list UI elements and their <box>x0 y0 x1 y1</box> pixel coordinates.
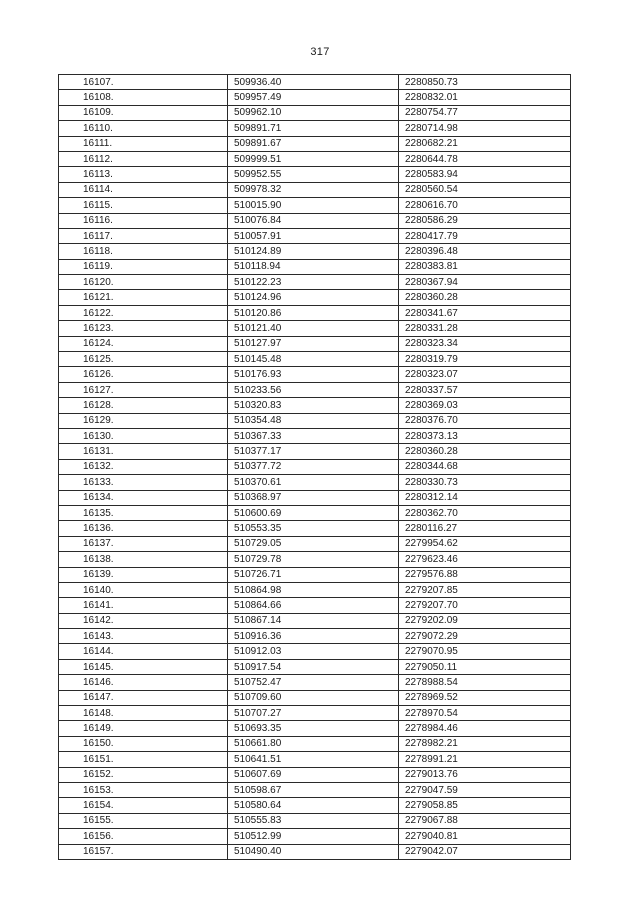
y-coordinate-cell: 2279047.59 <box>399 782 571 797</box>
point-number-cell: 16111. <box>59 136 228 151</box>
table-row <box>59 259 571 274</box>
point-number-cell: 16132. <box>59 459 228 474</box>
y-coordinate-cell: 2280331.28 <box>399 321 571 336</box>
table-row <box>59 521 571 536</box>
x-coordinate-cell: 510118.94 <box>228 259 399 274</box>
x-coordinate-cell: 509936.40 <box>228 75 399 90</box>
point-number-cell: 16141. <box>59 598 228 613</box>
x-coordinate-cell: 509957.49 <box>228 90 399 105</box>
x-coordinate-cell: 510864.66 <box>228 598 399 613</box>
point-number-cell: 16117. <box>59 228 228 243</box>
x-coordinate-cell: 510368.97 <box>228 490 399 505</box>
x-coordinate-cell: 510661.80 <box>228 736 399 751</box>
table-row <box>59 382 571 397</box>
table-row <box>59 706 571 721</box>
y-coordinate-cell: 2280362.70 <box>399 505 571 520</box>
x-coordinate-cell: 510709.60 <box>228 690 399 705</box>
table-row <box>59 567 571 582</box>
point-number-cell: 16151. <box>59 752 228 767</box>
x-coordinate-cell: 510553.35 <box>228 521 399 536</box>
point-number-cell: 16152. <box>59 767 228 782</box>
table-row <box>59 690 571 705</box>
coordinates-table <box>58 74 571 860</box>
y-coordinate-cell: 2280560.54 <box>399 182 571 197</box>
y-coordinate-cell: 2279207.70 <box>399 598 571 613</box>
y-coordinate-cell: 2279042.07 <box>399 844 571 859</box>
table-row <box>59 829 571 844</box>
x-coordinate-cell: 510124.96 <box>228 290 399 305</box>
x-coordinate-cell: 510367.33 <box>228 428 399 443</box>
table-row <box>59 598 571 613</box>
point-number-cell: 16130. <box>59 428 228 443</box>
y-coordinate-cell: 2279058.85 <box>399 798 571 813</box>
point-number-cell: 16109. <box>59 105 228 120</box>
point-number-cell: 16107. <box>59 75 228 90</box>
point-number-cell: 16156. <box>59 829 228 844</box>
table-row <box>59 90 571 105</box>
table-row <box>59 321 571 336</box>
table-row <box>59 136 571 151</box>
y-coordinate-cell: 2280417.79 <box>399 228 571 243</box>
x-coordinate-cell: 510124.89 <box>228 244 399 259</box>
x-coordinate-cell: 510912.03 <box>228 644 399 659</box>
y-coordinate-cell: 2279623.46 <box>399 552 571 567</box>
y-coordinate-cell: 2280373.13 <box>399 428 571 443</box>
y-coordinate-cell: 2279050.11 <box>399 659 571 674</box>
y-coordinate-cell: 2280682.21 <box>399 136 571 151</box>
y-coordinate-cell: 2278969.52 <box>399 690 571 705</box>
y-coordinate-cell: 2278982.21 <box>399 736 571 751</box>
table-row <box>59 244 571 259</box>
point-number-cell: 16129. <box>59 413 228 428</box>
y-coordinate-cell: 2280360.28 <box>399 444 571 459</box>
y-coordinate-cell: 2280341.67 <box>399 305 571 320</box>
table-row <box>59 428 571 443</box>
point-number-cell: 16126. <box>59 367 228 382</box>
y-coordinate-cell: 2279067.88 <box>399 813 571 828</box>
point-number-cell: 16116. <box>59 213 228 228</box>
point-number-cell: 16125. <box>59 352 228 367</box>
y-coordinate-cell: 2280754.77 <box>399 105 571 120</box>
table-row <box>59 659 571 674</box>
x-coordinate-cell: 510607.69 <box>228 767 399 782</box>
y-coordinate-cell: 2280360.28 <box>399 290 571 305</box>
table-row <box>59 736 571 751</box>
x-coordinate-cell: 510598.67 <box>228 782 399 797</box>
y-coordinate-cell: 2280330.73 <box>399 475 571 490</box>
point-number-cell: 16134. <box>59 490 228 505</box>
x-coordinate-cell: 510641.51 <box>228 752 399 767</box>
table-row <box>59 767 571 782</box>
point-number-cell: 16121. <box>59 290 228 305</box>
x-coordinate-cell: 510145.48 <box>228 352 399 367</box>
table-row <box>59 613 571 628</box>
table-row <box>59 844 571 859</box>
x-coordinate-cell: 509891.67 <box>228 136 399 151</box>
y-coordinate-cell: 2280337.57 <box>399 382 571 397</box>
point-number-cell: 16131. <box>59 444 228 459</box>
point-number-cell: 16142. <box>59 613 228 628</box>
y-coordinate-cell: 2280116.27 <box>399 521 571 536</box>
table-row <box>59 459 571 474</box>
table-row <box>59 121 571 136</box>
point-number-cell: 16135. <box>59 505 228 520</box>
x-coordinate-cell: 510512.99 <box>228 829 399 844</box>
x-coordinate-cell: 510726.71 <box>228 567 399 582</box>
point-number-cell: 16118. <box>59 244 228 259</box>
table-row <box>59 336 571 351</box>
point-number-cell: 16140. <box>59 582 228 597</box>
x-coordinate-cell: 510127.97 <box>228 336 399 351</box>
y-coordinate-cell: 2280376.70 <box>399 413 571 428</box>
table-row <box>59 782 571 797</box>
point-number-cell: 16154. <box>59 798 228 813</box>
y-coordinate-cell: 2280644.78 <box>399 151 571 166</box>
x-coordinate-cell: 509999.51 <box>228 151 399 166</box>
y-coordinate-cell: 2280616.70 <box>399 198 571 213</box>
point-number-cell: 16133. <box>59 475 228 490</box>
table-row <box>59 290 571 305</box>
x-coordinate-cell: 510729.05 <box>228 536 399 551</box>
table-row <box>59 505 571 520</box>
table-row <box>59 398 571 413</box>
table-row <box>59 752 571 767</box>
y-coordinate-cell: 2279072.29 <box>399 629 571 644</box>
table-row <box>59 813 571 828</box>
point-number-cell: 16150. <box>59 736 228 751</box>
point-number-cell: 16149. <box>59 721 228 736</box>
x-coordinate-cell: 509952.55 <box>228 167 399 182</box>
y-coordinate-cell: 2280832.01 <box>399 90 571 105</box>
coordinates-table-body <box>59 75 571 860</box>
table-row <box>59 475 571 490</box>
x-coordinate-cell: 510729.78 <box>228 552 399 567</box>
x-coordinate-cell: 510916.36 <box>228 629 399 644</box>
y-coordinate-cell: 2280850.73 <box>399 75 571 90</box>
y-coordinate-cell: 2279954.62 <box>399 536 571 551</box>
x-coordinate-cell: 510600.69 <box>228 505 399 520</box>
point-number-cell: 16110. <box>59 121 228 136</box>
table-row <box>59 105 571 120</box>
x-coordinate-cell: 510015.90 <box>228 198 399 213</box>
point-number-cell: 16123. <box>59 321 228 336</box>
table-row <box>59 552 571 567</box>
table-row <box>59 582 571 597</box>
point-number-cell: 16120. <box>59 275 228 290</box>
table-row <box>59 182 571 197</box>
point-number-cell: 16127. <box>59 382 228 397</box>
point-number-cell: 16147. <box>59 690 228 705</box>
x-coordinate-cell: 509978.32 <box>228 182 399 197</box>
y-coordinate-cell: 2278970.54 <box>399 706 571 721</box>
x-coordinate-cell: 510867.14 <box>228 613 399 628</box>
table-row <box>59 75 571 90</box>
x-coordinate-cell: 510917.54 <box>228 659 399 674</box>
point-number-cell: 16144. <box>59 644 228 659</box>
y-coordinate-cell: 2279013.76 <box>399 767 571 782</box>
x-coordinate-cell: 510076.84 <box>228 213 399 228</box>
point-number-cell: 16119. <box>59 259 228 274</box>
y-coordinate-cell: 2280714.98 <box>399 121 571 136</box>
y-coordinate-cell: 2280586.29 <box>399 213 571 228</box>
x-coordinate-cell: 510057.91 <box>228 228 399 243</box>
y-coordinate-cell: 2279040.81 <box>399 829 571 844</box>
point-number-cell: 16155. <box>59 813 228 828</box>
x-coordinate-cell: 510176.93 <box>228 367 399 382</box>
page-number: 317 <box>310 46 330 58</box>
x-coordinate-cell: 510354.48 <box>228 413 399 428</box>
point-number-cell: 16122. <box>59 305 228 320</box>
table-row <box>59 675 571 690</box>
x-coordinate-cell: 510752.47 <box>228 675 399 690</box>
y-coordinate-cell: 2279576.88 <box>399 567 571 582</box>
point-number-cell: 16113. <box>59 167 228 182</box>
x-coordinate-cell: 510864.98 <box>228 582 399 597</box>
table-row <box>59 275 571 290</box>
x-coordinate-cell: 510121.40 <box>228 321 399 336</box>
x-coordinate-cell: 510490.40 <box>228 844 399 859</box>
point-number-cell: 16153. <box>59 782 228 797</box>
x-coordinate-cell: 510377.72 <box>228 459 399 474</box>
y-coordinate-cell: 2279207.85 <box>399 582 571 597</box>
x-coordinate-cell: 510693.35 <box>228 721 399 736</box>
table-row <box>59 151 571 166</box>
point-number-cell: 16128. <box>59 398 228 413</box>
point-number-cell: 16124. <box>59 336 228 351</box>
table-row <box>59 167 571 182</box>
y-coordinate-cell: 2280312.14 <box>399 490 571 505</box>
point-number-cell: 16138. <box>59 552 228 567</box>
table-row <box>59 629 571 644</box>
table-row <box>59 228 571 243</box>
point-number-cell: 16136. <box>59 521 228 536</box>
point-number-cell: 16114. <box>59 182 228 197</box>
point-number-cell: 16146. <box>59 675 228 690</box>
x-coordinate-cell: 510120.86 <box>228 305 399 320</box>
x-coordinate-cell: 510707.27 <box>228 706 399 721</box>
point-number-cell: 16108. <box>59 90 228 105</box>
table-row <box>59 444 571 459</box>
y-coordinate-cell: 2280396.48 <box>399 244 571 259</box>
x-coordinate-cell: 510233.56 <box>228 382 399 397</box>
point-number-cell: 16148. <box>59 706 228 721</box>
table-row <box>59 644 571 659</box>
y-coordinate-cell: 2280344.68 <box>399 459 571 474</box>
y-coordinate-cell: 2280319.79 <box>399 352 571 367</box>
y-coordinate-cell: 2279202.09 <box>399 613 571 628</box>
point-number-cell: 16115. <box>59 198 228 213</box>
x-coordinate-cell: 510377.17 <box>228 444 399 459</box>
x-coordinate-cell: 509891.71 <box>228 121 399 136</box>
y-coordinate-cell: 2278988.54 <box>399 675 571 690</box>
y-coordinate-cell: 2280383.81 <box>399 259 571 274</box>
point-number-cell: 16157. <box>59 844 228 859</box>
point-number-cell: 16143. <box>59 629 228 644</box>
x-coordinate-cell: 510370.61 <box>228 475 399 490</box>
y-coordinate-cell: 2280369.03 <box>399 398 571 413</box>
table-row <box>59 305 571 320</box>
point-number-cell: 16112. <box>59 151 228 166</box>
x-coordinate-cell: 510580.64 <box>228 798 399 813</box>
y-coordinate-cell: 2280583.94 <box>399 167 571 182</box>
x-coordinate-cell: 509962.10 <box>228 105 399 120</box>
table-row <box>59 413 571 428</box>
y-coordinate-cell: 2279070.95 <box>399 644 571 659</box>
table-row <box>59 536 571 551</box>
y-coordinate-cell: 2278991.21 <box>399 752 571 767</box>
y-coordinate-cell: 2280323.07 <box>399 367 571 382</box>
x-coordinate-cell: 510555.83 <box>228 813 399 828</box>
table-row <box>59 798 571 813</box>
y-coordinate-cell: 2280323.34 <box>399 336 571 351</box>
y-coordinate-cell: 2280367.94 <box>399 275 571 290</box>
x-coordinate-cell: 510320.83 <box>228 398 399 413</box>
table-row <box>59 213 571 228</box>
table-row <box>59 352 571 367</box>
point-number-cell: 16137. <box>59 536 228 551</box>
table-row <box>59 721 571 736</box>
y-coordinate-cell: 2278984.46 <box>399 721 571 736</box>
point-number-cell: 16145. <box>59 659 228 674</box>
x-coordinate-cell: 510122.23 <box>228 275 399 290</box>
point-number-cell: 16139. <box>59 567 228 582</box>
table-row <box>59 367 571 382</box>
table-row <box>59 490 571 505</box>
table-row <box>59 198 571 213</box>
